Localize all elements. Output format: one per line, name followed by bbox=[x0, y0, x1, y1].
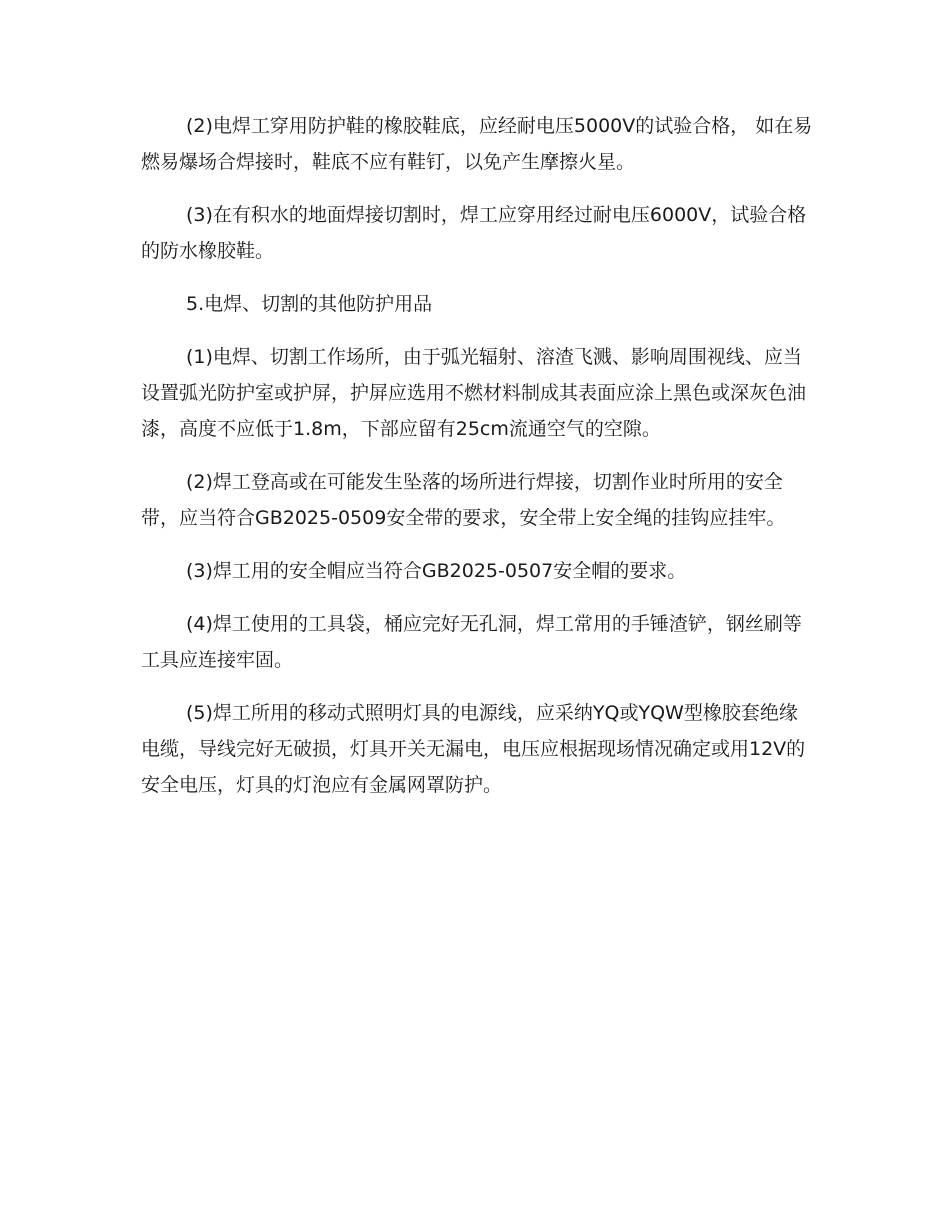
paragraph-shoe-sole: (2)电焊工穿用防护鞋的橡胶鞋底，应经耐电压5000V的试验合格， 如在易燃易爆场合焊接时，鞋底不应有鞋钉，以免产生摩擦火星。 bbox=[141, 115, 813, 173]
document-body bbox=[141, 108, 816, 820]
paragraph-tool-bag: (4)焊工使用的工具袋，桶应完好无孔洞，焊工常用的手锤渣铲，钢丝刷等工具应连接牢固。 bbox=[141, 613, 802, 671]
paragraph-waterproof-shoes: (3)在有积水的地面焊接切割时，焊工应穿用经过耐电压6000V，试验合格的防水橡胶鞋。 bbox=[141, 204, 807, 262]
paragraph-safety-belt: (2)焊工登高或在可能发生坠落的场所进行焊接，切割作业时所用的安全带，应当符合GB2025-0509安全带的要求，安全带上安全绳的挂钩应挂牢。 bbox=[141, 471, 786, 529]
paragraph-safety-helmet: (3)焊工用的安全帽应当符合GB2025-0507安全帽的要求。 bbox=[186, 560, 687, 582]
paragraph-lighting-cable: (5)焊工所用的移动式照明灯具的电源线，应采纳YQ或YQW型橡胶套绝缘电缆，导线完好无破损，灯具开关无漏电，电压应根据现场情况确定或用12V的安全电压，灯具的灯泡应有金属网罩防护。 bbox=[141, 702, 806, 796]
section-heading-other-protection: 5.电焊、切割的其他防护用品 bbox=[186, 293, 433, 315]
paragraph-arc-shield: (1)电焊、切割工作场所，由于弧光辐射、溶渣飞溅、影响周围视线、应当设置弧光防护室或护屏，护屏应选用不燃材料制成其表面应涂上黑色或深灰色油漆，高度不应低于1.8m，下部应留有25cm流通空气的空隙。 bbox=[141, 346, 807, 440]
